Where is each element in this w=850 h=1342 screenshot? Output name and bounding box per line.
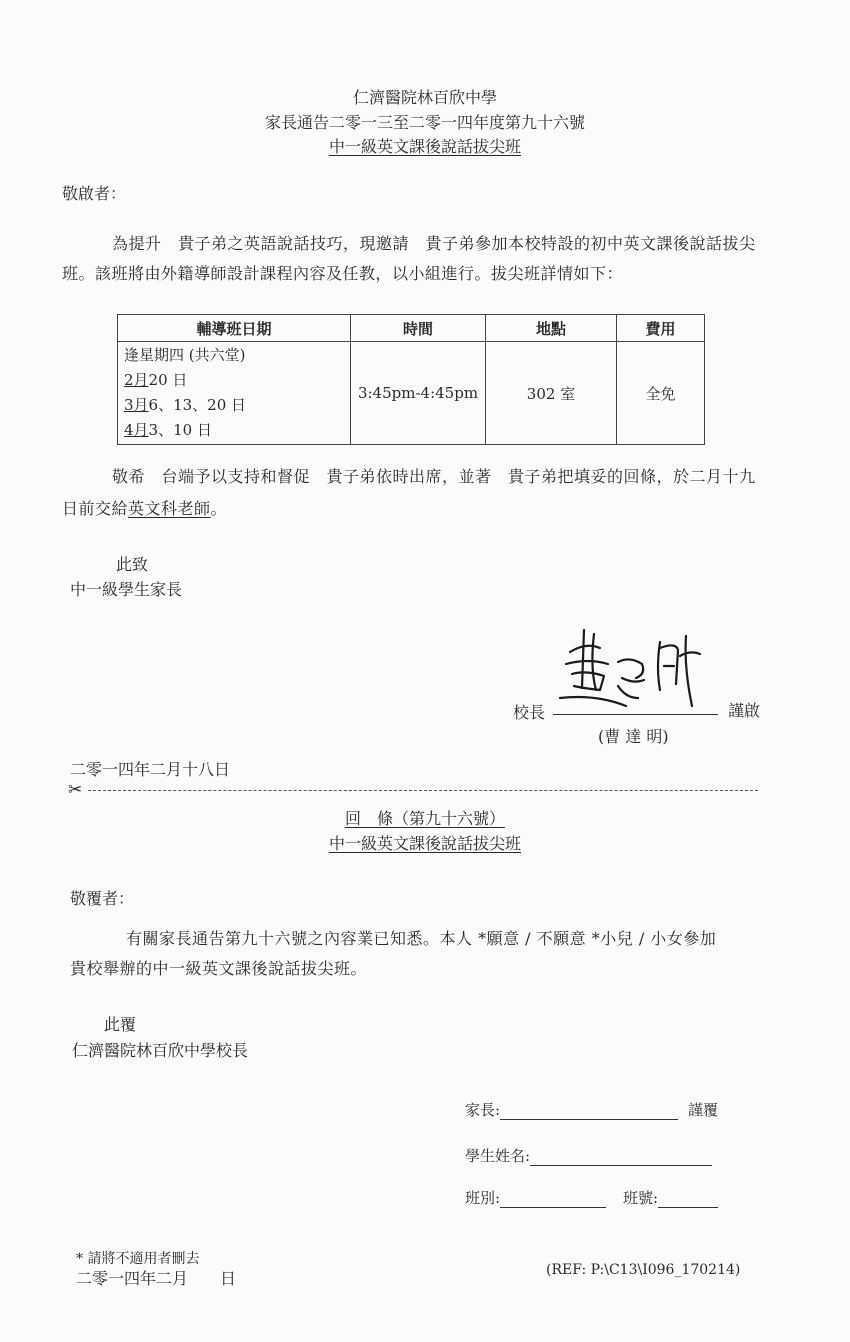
signature-line: [553, 714, 718, 715]
header-venue: 地點: [486, 315, 617, 342]
paragraph-2-line-2: 日前交給英文科老師。: [62, 499, 228, 518]
footnote: * 請將不適用者刪去: [76, 1251, 200, 1267]
class-number-label: 班號:: [623, 1189, 659, 1207]
paragraph-1-line-2: 班。該班將由外籍導師設計課程內容及任教，以小組進行。拔尖班詳情如下：: [62, 264, 624, 283]
closing-1: 此致: [116, 555, 149, 574]
date-row: 3月6、13、20 日: [124, 396, 247, 414]
reply-closing-1: 此覆: [104, 1015, 137, 1034]
parent-signature-line[interactable]: [500, 1105, 678, 1120]
table-header-row: [118, 315, 705, 342]
sign-off: 謹啟: [728, 701, 761, 720]
english-teacher: 英文科老師: [128, 499, 211, 518]
class-label: 班別:: [465, 1189, 501, 1207]
notice-subject: 中一級英文課後說話拔尖班: [328, 137, 521, 156]
venue-cell: 302 室: [486, 342, 617, 445]
dates-cell: [118, 342, 351, 445]
table-row: [118, 342, 705, 445]
reply-title: 回 條（第九十六號）: [344, 809, 505, 828]
dates-frequency: 逢星期四 (共六堂): [124, 346, 246, 364]
reply-salutation: 敬覆者：: [70, 889, 135, 908]
paragraph-2-line-1: 敬希 台端予以支持和督促 貴子弟依時出席，並著 貴子弟把填妥的回條，於二月十九: [112, 467, 756, 486]
class-details-table: [117, 314, 705, 445]
notice-number: 家長通告二零一三至二零一四年度第九十六號: [264, 113, 585, 132]
class-number-line[interactable]: [658, 1193, 718, 1208]
fee-cell: 全免: [617, 342, 705, 445]
school-name: 仁濟醫院林百欣中學: [352, 88, 497, 107]
class-field[interactable]: [465, 1187, 606, 1208]
principal-label: 校長: [513, 703, 546, 722]
header-fee: 費用: [617, 315, 705, 342]
salutation: 敬啟者：: [62, 184, 127, 203]
closing-2: 中一級學生家長: [70, 580, 183, 599]
date-row: 2月20 日: [124, 371, 188, 389]
letter-date: 二零一四年二月十八日: [70, 760, 231, 779]
time-cell: 3:45pm-4:45pm: [351, 342, 486, 445]
paragraph-1-line-1: 為提升 貴子弟之英語說話技巧，現邀請 貴子弟參加本校特設的初中英文課後說話拔尖: [112, 234, 756, 253]
reply-subject: 中一級英文課後說話拔尖班: [328, 834, 521, 853]
class-number-field[interactable]: [623, 1187, 718, 1208]
parent-label: 家長:: [465, 1101, 501, 1119]
student-name-field[interactable]: [465, 1145, 712, 1166]
reference-code: (REF: P:\C13\I096_170214): [546, 1262, 741, 1278]
header-dates: 輔導班日期: [118, 315, 351, 342]
reply-line-1: 有關家長通告第九十六號之內容業已知悉。本人 *願意 / 不願意 *小兒 / 小女參加: [126, 929, 717, 948]
student-name-label: 學生姓名:: [465, 1147, 531, 1165]
header-time: 時間: [351, 315, 486, 342]
reply-closing-2: 仁濟醫院林百欣中學校長: [72, 1041, 249, 1060]
date-row: 4月3、10 日: [124, 421, 212, 439]
reply-date: 二零一四年二月 日: [76, 1269, 237, 1288]
scissors-icon: ✂: [68, 780, 83, 800]
reply-line-2: 貴校舉辦的中一級英文課後說話拔尖班。: [70, 959, 368, 978]
parent-sign-off: 謹覆: [688, 1101, 719, 1119]
parent-field[interactable]: [465, 1099, 678, 1120]
class-line[interactable]: [500, 1193, 606, 1208]
principal-name: (曹 達 明): [598, 727, 669, 746]
student-name-line[interactable]: [530, 1151, 712, 1166]
cut-line: [88, 790, 758, 791]
principal-signature: [556, 628, 716, 718]
